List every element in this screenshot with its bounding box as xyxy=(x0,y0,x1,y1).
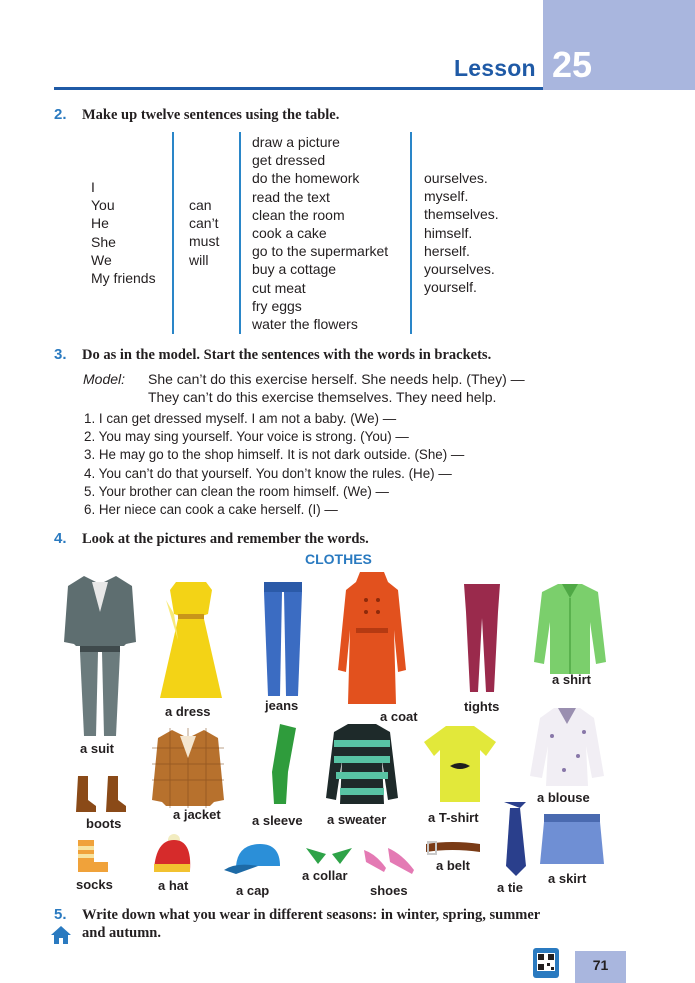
action-item: clean the room xyxy=(252,206,345,223)
model-line-1: She can’t do this exercise herself. She needs help. (They) — xyxy=(148,371,525,387)
suit-label: a suit xyxy=(80,741,114,756)
action-item: do the homework xyxy=(252,170,360,187)
home-icon xyxy=(50,925,72,945)
suit-picture xyxy=(64,572,136,738)
hat-label: a hat xyxy=(158,878,189,893)
tshirt-picture xyxy=(424,724,496,804)
lesson-number: 25 xyxy=(552,44,593,85)
boots-picture xyxy=(74,774,130,814)
subject-item: I xyxy=(91,179,95,195)
collar-label: a collar xyxy=(302,868,348,883)
list-item: 4. You can’t do that yourself. You don’t know the rules. (He) — xyxy=(84,465,452,481)
pronoun-item: herself. xyxy=(424,242,470,259)
model-line-2: They can’t do this exercise themselves. They need help. xyxy=(148,389,497,405)
tie-picture xyxy=(498,800,532,878)
tshirt-label: a T-shirt xyxy=(428,810,479,825)
pronoun-item: yourselves. xyxy=(424,261,495,278)
subject-item: You xyxy=(91,197,115,214)
task4-instruction: Look at the pictures and remember the words. xyxy=(82,531,369,547)
cap-label: a cap xyxy=(236,883,270,898)
tights-picture xyxy=(460,582,504,694)
pronoun-item: himself. xyxy=(424,224,473,241)
shoes-picture xyxy=(362,840,418,880)
socks-label: socks xyxy=(76,877,113,892)
sleeve-picture xyxy=(266,722,300,806)
list-item: 2. You may sing yourself. Your voice is strong. (You) — xyxy=(84,429,409,445)
subject-item: We xyxy=(91,251,112,268)
task3-number: 3. xyxy=(54,346,67,363)
subject-item: He xyxy=(91,215,109,232)
task5-number: 5. xyxy=(54,906,67,923)
sleeve-label: a sleeve xyxy=(252,813,303,828)
action-item: water the flowers xyxy=(252,316,358,333)
skirt-picture xyxy=(538,812,606,866)
table-divider-3 xyxy=(410,132,412,334)
pronoun-item: yourself. xyxy=(424,279,477,296)
boots-label: boots xyxy=(86,816,122,831)
pronouns-column xyxy=(424,169,499,296)
qr-code-icon xyxy=(531,946,561,980)
dress-label: a dress xyxy=(165,704,211,719)
list-item: 5. Your brother can clean the room himself. (We) — xyxy=(84,483,389,499)
jeans-label: jeans xyxy=(265,698,299,713)
subject-item: She xyxy=(91,233,116,250)
clothes-heading: CLOTHES xyxy=(305,551,372,567)
modal-item: will xyxy=(189,251,209,268)
tie-label: a tie xyxy=(497,880,524,895)
collar-picture xyxy=(304,846,354,866)
exercise-list xyxy=(84,410,464,519)
list-item: 6. Her niece can cook a cake herself. (I) — xyxy=(84,502,338,518)
jeans-picture xyxy=(262,580,304,698)
task3-instruction: Do as in the model. Start the sentences with the words in brackets. xyxy=(82,347,492,363)
shirt-label: a shirt xyxy=(552,672,592,687)
action-item: fry eggs xyxy=(252,297,302,314)
jacket-picture xyxy=(152,728,224,808)
sweater-label: a sweater xyxy=(327,812,387,827)
socks-picture xyxy=(74,838,126,874)
belt-picture xyxy=(424,838,482,858)
modal-item: can xyxy=(189,197,212,213)
skirt-label: a skirt xyxy=(548,871,587,886)
task5-instruction-line-2: and autumn. xyxy=(82,925,161,941)
task2-number: 2. xyxy=(54,106,67,123)
pronoun-item: themselves. xyxy=(424,206,499,223)
lesson-word: Lesson xyxy=(454,55,536,81)
hat-picture xyxy=(150,832,194,876)
coat-label: a coat xyxy=(380,709,418,724)
action-item: go to the supermarket xyxy=(252,243,389,260)
table-divider-1 xyxy=(172,132,174,334)
task5-instruction-line-1: Write down what you wear in different seasons: in winter, spring, summer xyxy=(82,907,541,923)
pronoun-item: myself. xyxy=(424,188,469,205)
tights-label: tights xyxy=(464,699,500,714)
model-label: Model: xyxy=(83,371,126,387)
task4-number: 4. xyxy=(54,530,67,547)
blouse-picture xyxy=(528,706,606,790)
jacket-label: a jacket xyxy=(173,807,221,822)
coat-picture xyxy=(336,570,408,706)
modals-column xyxy=(189,196,219,269)
sweater-picture xyxy=(326,722,398,806)
shoes-label: shoes xyxy=(370,883,408,898)
blouse-label: a blouse xyxy=(537,790,590,805)
action-item: read the text xyxy=(252,188,330,205)
table-divider-2 xyxy=(239,132,241,334)
shirt-picture xyxy=(534,582,606,676)
action-item: cook a cake xyxy=(252,225,327,242)
action-item: cut meat xyxy=(252,279,306,296)
pronoun-item: ourselves. xyxy=(424,170,488,186)
actions-column xyxy=(252,133,388,333)
modal-item: can’t xyxy=(189,215,219,232)
task2-instruction: Make up twelve sentences using the table. xyxy=(82,107,340,123)
header-rule xyxy=(54,87,543,90)
list-item: 3. He may go to the shop himself. It is not dark outside. (She) — xyxy=(84,447,465,463)
page-number: 71 xyxy=(592,957,609,973)
dress-picture xyxy=(158,580,224,700)
action-item: draw a picture xyxy=(252,134,340,150)
belt-label: a belt xyxy=(436,858,470,873)
subject-item: My friends xyxy=(91,270,156,287)
cap-picture xyxy=(222,840,286,880)
list-item: 1. I can get dressed myself. I am not a baby. (We) — xyxy=(84,411,397,426)
subjects-column xyxy=(91,178,156,287)
modal-item: must xyxy=(189,233,220,250)
action-item: buy a cottage xyxy=(252,261,337,278)
action-item: get dressed xyxy=(252,152,326,169)
